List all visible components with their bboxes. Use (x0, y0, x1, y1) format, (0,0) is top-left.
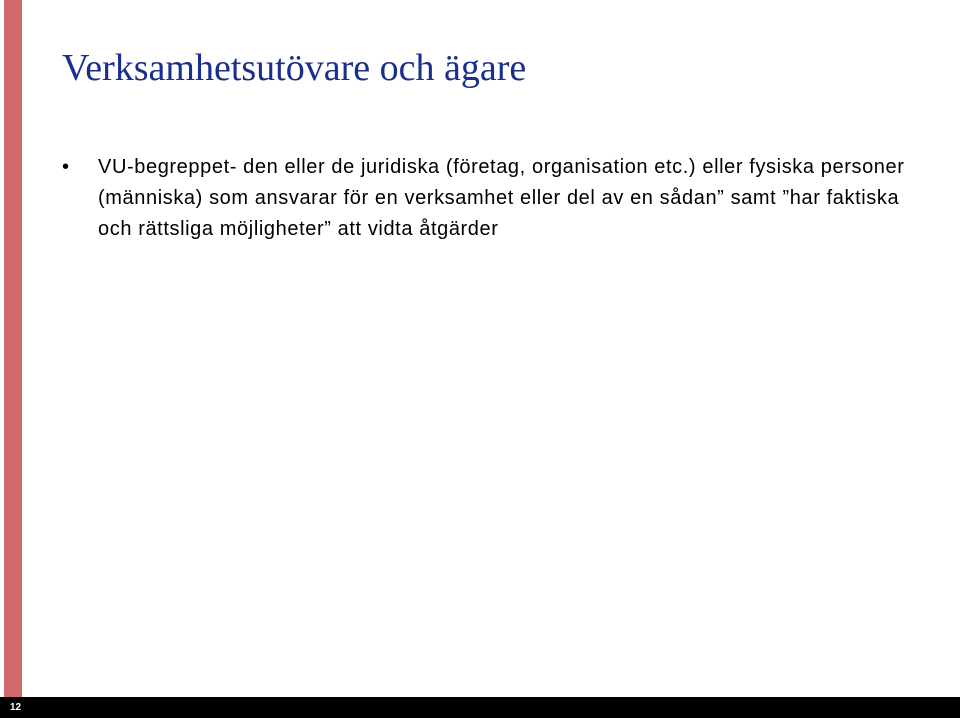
page-number: 12 (10, 702, 22, 713)
bullet-text: VU-begreppet- den eller de juridiska (företag, organisation etc.) eller fysiska personer (människa) som ansvarar för en verksamhet eller del av en sådan” samt ”har faktiska och rättsliga möjligheter” att vidta åtgärder (98, 156, 905, 240)
slide-title: Verksamhetsutövare och ägare (62, 47, 527, 89)
bullet-icon: • (62, 156, 70, 178)
list-item (62, 152, 912, 245)
accent-bar (4, 0, 22, 718)
bullet-list (62, 152, 912, 245)
footer-bar (0, 697, 960, 718)
